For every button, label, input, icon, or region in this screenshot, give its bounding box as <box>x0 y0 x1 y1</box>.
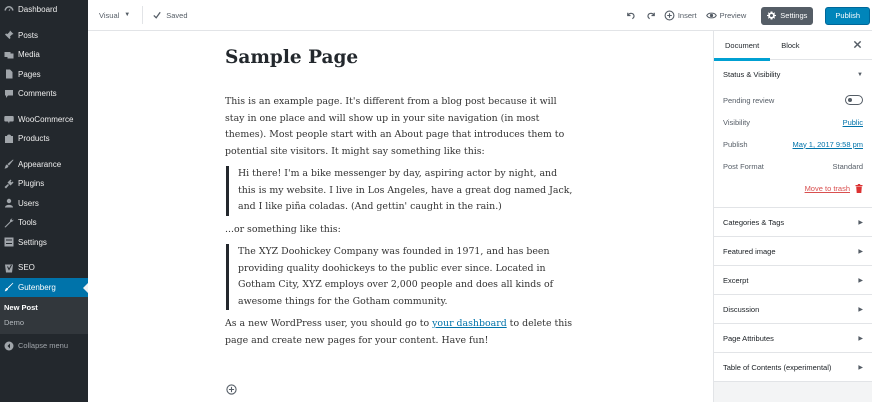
saved-label: Saved <box>166 10 188 20</box>
section-discussion[interactable] <box>714 295 872 324</box>
dashboard-icon <box>3 4 14 15</box>
settings-button[interactable] <box>761 7 813 25</box>
status-visibility-title: Status & Visibility <box>723 70 781 79</box>
caret-right-icon: ▶ <box>858 306 863 313</box>
section-featured-image[interactable] <box>714 237 872 266</box>
trash-row <box>723 177 863 199</box>
sidebar-item-label: Products <box>18 134 50 144</box>
section-title: Featured image <box>723 246 776 256</box>
tab-document[interactable]: Document <box>714 31 770 60</box>
settings-icon <box>3 237 14 248</box>
toolbar-left <box>88 0 188 30</box>
gutenberg-icon <box>3 282 14 293</box>
gutenberg-submenu <box>0 297 88 334</box>
editor-mode-dropdown[interactable] <box>88 6 143 24</box>
settings-label: Settings <box>780 11 808 20</box>
caret-right-icon: ▶ <box>858 364 863 371</box>
submenu-item-new-post[interactable]: New Post <box>4 303 38 312</box>
pending-review-label: Pending review <box>723 95 775 105</box>
editor-canvas <box>88 31 713 402</box>
media-icon <box>3 49 14 60</box>
sidebar-item-products[interactable] <box>0 129 88 149</box>
publish-button[interactable] <box>825 7 870 25</box>
insert-button[interactable] <box>664 10 697 21</box>
publish-date-label: Publish <box>723 139 748 149</box>
section-categories-tags[interactable] <box>714 208 872 237</box>
admin-sidebar <box>0 0 88 402</box>
visibility-label: Visibility <box>723 117 750 127</box>
section-title: Categories & Tags <box>723 217 785 227</box>
submenu-item-demo[interactable]: Demo <box>4 318 25 327</box>
section-page-attributes[interactable] <box>714 324 872 353</box>
caret-down-icon: ▼ <box>124 12 131 18</box>
sidebar-item-settings[interactable] <box>0 233 88 253</box>
move-to-trash-link[interactable]: Move to trash <box>804 183 850 193</box>
tools-icon <box>3 217 14 228</box>
products-icon <box>3 133 14 144</box>
sidebar-item-posts[interactable] <box>0 26 88 46</box>
undo-button[interactable] <box>623 8 639 24</box>
dashboard-link[interactable]: your dashboard <box>432 318 507 329</box>
pin-icon <box>3 30 14 41</box>
section-excerpt[interactable] <box>714 266 872 295</box>
comments-icon <box>3 88 14 99</box>
sidebar-item-seo[interactable] <box>0 258 88 278</box>
close-sidebar-button[interactable] <box>853 40 863 50</box>
editor-mode-label: Visual <box>99 10 120 20</box>
preview-label: Preview <box>719 11 747 20</box>
quote-block[interactable] <box>226 166 577 216</box>
paragraph-text: As a new WordPress user, you should go to <box>225 318 433 329</box>
caret-right-icon: ▶ <box>858 277 863 284</box>
eye-icon <box>706 10 717 21</box>
collapse-menu-label: Collapse menu <box>18 341 69 351</box>
plus-circle-icon <box>664 10 675 21</box>
status-visibility-header[interactable] <box>714 60 872 89</box>
check-icon <box>153 11 161 19</box>
post-content <box>225 43 577 355</box>
pages-icon <box>3 69 14 80</box>
pending-review-row <box>723 89 863 111</box>
sidebar-item-tools[interactable] <box>0 213 88 233</box>
section-title: Table of Contents (experimental) <box>723 362 832 372</box>
caret-right-icon: ▶ <box>858 248 863 255</box>
paragraph-text: to delete this page and create new pages for your content. Have fun! <box>225 318 573 346</box>
publish-date-row <box>723 133 863 155</box>
section-table-of-contents-experimental[interactable] <box>714 353 872 382</box>
collapse-arrow-icon <box>3 340 14 351</box>
insert-label: Insert <box>677 11 697 20</box>
users-icon <box>3 198 14 209</box>
sidebar-item-woocommerce[interactable] <box>0 110 88 130</box>
sidebar-item-label: SEO <box>18 263 35 273</box>
sidebar-item-label: Posts <box>18 30 39 40</box>
caret-right-icon: ▶ <box>858 219 863 226</box>
sidebar-item-label: WooCommerce <box>18 114 74 124</box>
sidebar-item-label: Comments <box>18 89 57 99</box>
visibility-row <box>723 111 863 133</box>
admin-menu <box>0 0 88 356</box>
publish-date-link[interactable]: May 1, 2017 9:58 pm <box>792 139 863 149</box>
paragraph-block[interactable]: This is an example page. It's different from a blog post because it will stay in one place and will show up in your site navigation (in most themes). Most people start with an About page that introduces them to potential site visitors. It might say something like this: <box>225 96 565 157</box>
sidebar-item-users[interactable] <box>0 194 88 214</box>
add-block-button[interactable] <box>226 384 237 395</box>
section-title: Excerpt <box>723 275 749 285</box>
toolbar-right <box>623 0 872 31</box>
close-icon <box>853 40 862 49</box>
visibility-link[interactable]: Public <box>842 117 863 127</box>
sidebar-item-label: Gutenberg <box>18 282 56 292</box>
sidebar-item-label: Dashboard <box>18 5 58 15</box>
quote-text: The XYZ Doohickey Company was founded in 1971, and has been providing quality doohickeys to the public ever since. Located in Gotham City, XYZ employs over 2,000 people and does all kinds of awesome things for the Gotham community. <box>238 246 554 307</box>
post-format-label: Post Format <box>723 161 764 171</box>
post-title[interactable]: Sample Page <box>225 47 359 68</box>
sidebar-item-appearance[interactable] <box>0 155 88 175</box>
sidebar-item-gutenberg[interactable] <box>0 278 88 298</box>
post-format-row <box>723 155 863 177</box>
section-title: Page Attributes <box>723 333 774 343</box>
quote-block[interactable] <box>226 244 577 310</box>
seo-icon <box>3 262 14 273</box>
sidebar-item-label: Settings <box>18 237 47 247</box>
collapse-menu-button[interactable] <box>0 336 88 356</box>
preview-button[interactable] <box>706 10 747 21</box>
sidebar-item-pages[interactable] <box>0 65 88 85</box>
sidebar-item-plugins[interactable] <box>0 174 88 194</box>
gear-icon <box>767 11 776 20</box>
settings-tabs <box>714 31 872 60</box>
redo-button[interactable] <box>644 8 660 24</box>
caret-down-icon: ▼ <box>857 71 863 78</box>
paragraph-block[interactable] <box>225 316 577 349</box>
sidebar-item-label: Pages <box>18 69 41 79</box>
quote-text: Hi there! I'm a bike messenger by day, aspiring actor by night, and this is my website. I live in Los Angeles, have a great dog named Jack, and I like piña coladas. (And gettin' caught in the rain.) <box>238 168 573 212</box>
settings-sections <box>714 208 872 382</box>
sidebar-item-comments[interactable] <box>0 84 88 104</box>
woocommerce-icon <box>3 114 14 125</box>
caret-right-icon: ▶ <box>858 335 863 342</box>
sidebar-item-label: Media <box>18 50 40 60</box>
appearance-icon <box>3 159 14 170</box>
status-visibility-body <box>714 89 872 208</box>
post-format-value[interactable]: Standard <box>832 161 863 171</box>
pending-review-toggle[interactable] <box>845 95 863 105</box>
plugins-icon <box>3 178 14 189</box>
saved-indicator <box>143 11 187 20</box>
undo-icon <box>625 10 636 21</box>
sidebar-item-media[interactable] <box>0 45 88 65</box>
editor-toolbar <box>88 0 872 31</box>
settings-sidebar <box>713 31 872 402</box>
sidebar-item-label: Users <box>18 198 39 208</box>
sidebar-item-label: Appearance <box>18 159 62 169</box>
sidebar-item-label: Tools <box>18 218 37 228</box>
paragraph-block[interactable]: ...or something like this: <box>225 223 341 235</box>
plus-circle-icon <box>226 384 237 395</box>
sidebar-item-label: Plugins <box>18 179 45 189</box>
section-title: Discussion <box>723 304 760 314</box>
settings-panel <box>714 31 872 382</box>
redo-icon <box>646 10 657 21</box>
trash-icon[interactable] <box>855 184 863 193</box>
sidebar-item-dashboard[interactable] <box>0 0 88 20</box>
publish-label: Publish <box>835 11 860 20</box>
tab-block[interactable]: Block <box>781 40 800 50</box>
